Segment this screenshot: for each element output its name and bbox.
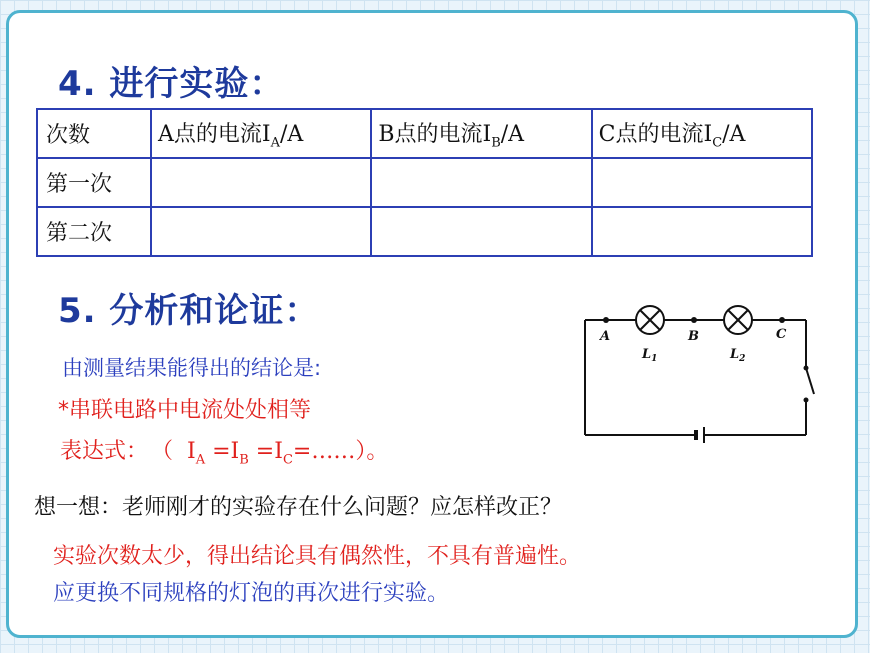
empty-cell <box>151 207 371 256</box>
current-measurement-table <box>36 108 813 257</box>
table-row <box>37 207 812 256</box>
paren-open: （ <box>162 439 174 464</box>
answer-line-2: 应更换不同规格的灯泡的再次进行实验。 <box>53 581 450 606</box>
expression-label: 表达式： <box>60 439 149 464</box>
conclusion-text: *串联电路中电流处处相等 <box>58 398 312 423</box>
empty-cell <box>371 207 591 256</box>
point-c-label: C <box>776 327 787 342</box>
answer-line-1: 实验次数太少，得出结论具有偶然性，不具有普遍性。 <box>53 544 582 569</box>
header-current-c: C点的电流$I_C/A$ <box>592 109 812 158</box>
section-5-heading: 5. 分析和论证： <box>58 291 320 331</box>
think-question: 想一想：老师刚才的实验存在什么问题？应怎样改正？ <box>34 495 563 520</box>
section-4-heading: 4. 进行实验： <box>58 64 285 104</box>
header-count: 次数 <box>37 109 151 158</box>
lamp-1-label: $L_1$ <box>642 347 658 364</box>
conclusion-intro: 由测量结果能得出的结论是: <box>62 356 322 380</box>
point-b-label: B <box>688 329 699 344</box>
row-label: 第二次 <box>37 207 151 256</box>
point-a-label: A <box>600 329 611 344</box>
expression-formula: $I_A =I_B$ $=I_C=\dots\dots$ <box>187 439 356 468</box>
expression-line <box>60 434 388 467</box>
lamp-2-label: $L_2$ <box>730 347 746 364</box>
empty-cell <box>592 158 812 207</box>
header-current-b: B点的电流$I_B/A$ <box>371 109 591 158</box>
paren-close: ）。 <box>355 439 389 464</box>
empty-cell <box>592 207 812 256</box>
table-header-row <box>37 109 812 158</box>
header-current-a: A点的电流$I_A/A$ <box>151 109 371 158</box>
empty-cell <box>151 158 371 207</box>
table-row <box>37 158 812 207</box>
series-circuit-diagram <box>570 290 820 450</box>
row-label: 第一次 <box>37 158 151 207</box>
empty-cell <box>371 158 591 207</box>
